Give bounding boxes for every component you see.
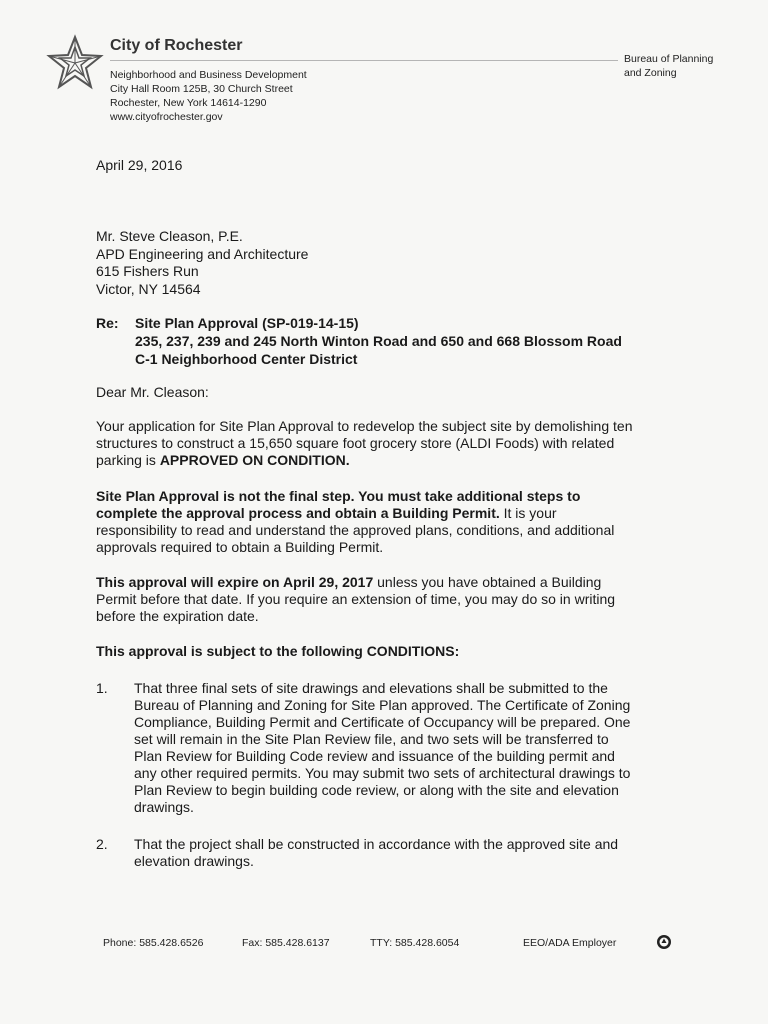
subject-line: Site Plan Approval (SP-019-14-15) [135, 315, 359, 331]
condition-number: 2. [96, 836, 108, 852]
condition-line: elevation drawings. [134, 853, 254, 869]
condition-line: That the project shall be constructed in accordance with the approved site and [134, 836, 619, 852]
recipient-line: APD Engineering and Architecture [96, 245, 309, 262]
recipient-line: 615 Fishers Run [96, 263, 199, 279]
paragraph-line: structures to construct a 15,650 square foot grocery store (ALDI Foods) with related [96, 435, 615, 451]
text-run-bold: complete the approval process and obtain a Building Permit. [96, 505, 500, 521]
paragraph-line: before the expiration date. [96, 608, 259, 624]
address-line: Rochester, New York 14614-1290 [110, 97, 267, 109]
condition-line: any other required permits. You may submit two sets of architectural drawings to [134, 765, 631, 781]
recycle-seal-icon [656, 934, 672, 950]
recipient-line: Mr. Steve Cleason, P.E. [96, 228, 243, 244]
text-run: unless you have obtained a Building [373, 574, 602, 590]
bureau-line: and Zoning [624, 67, 677, 79]
condition-line: That three final sets of site drawings and elevations shall be submitted to the [134, 680, 608, 696]
city-seal-star-icon [46, 34, 104, 92]
footer-tty: TTY: 585.428.6054 [370, 937, 460, 949]
paragraph-line: Site Plan Approval is not the final step. You must take additional steps to [96, 488, 581, 504]
address-line: City Hall Room 125B, 30 Church Street [110, 83, 293, 95]
paragraph-line: Your application for Site Plan Approval to redevelop the subject site by demolishing ten [96, 418, 633, 434]
subject-label: Re: [96, 315, 119, 331]
bureau-line: Bureau of Planning [624, 53, 714, 65]
address-line: Neighborhood and Business Development [110, 69, 307, 81]
footer-fax: Fax: 585.428.6137 [242, 937, 330, 949]
condition-line: drawings. [134, 799, 194, 815]
paragraph-line [96, 452, 696, 469]
footer-eeo: EEO/ADA Employer [523, 937, 617, 949]
bureau-name [624, 52, 713, 80]
conditions-heading: This approval is subject to the following CONDITIONS: [96, 643, 460, 659]
paragraph-line: responsibility to read and understand the approved plans, conditions, and additional [96, 522, 615, 538]
condition-line: Plan Review for Building Code review and issuance of the building permit and [134, 748, 615, 764]
condition-line: set will remain in the Site Plan Review file, and two sets will be transferred to [134, 731, 609, 747]
subject-line: 235, 237, 239 and 245 North Winton Road and 650 and 668 Blossom Road [135, 333, 622, 349]
text-run: parking is [96, 452, 160, 468]
recipient-address [96, 228, 308, 298]
header-rule [110, 60, 618, 61]
expiration-paragraph [96, 574, 696, 625]
condition-line: Compliance, Building Permit and Certificate of Occupancy will be prepared. One [134, 714, 631, 730]
recipient-line: Victor, NY 14564 [96, 280, 201, 297]
approval-status: APPROVED ON CONDITION. [159, 452, 350, 468]
salutation: Dear Mr. Cleason: [96, 384, 209, 400]
org-name: City of Rochester [110, 37, 243, 54]
condition-line: Bureau of Planning and Zoning for Site Plan approved. The Certificate of Zoning [134, 697, 631, 713]
letter-date: April 29, 2016 [96, 157, 183, 173]
footer-phone: Phone: 585.428.6526 [103, 937, 204, 949]
condition-number: 1. [96, 680, 108, 696]
paragraph-line: Permit before that date. If you require an extension of time, you may do so in writing [96, 591, 616, 607]
next-steps-paragraph [96, 488, 696, 556]
paragraph-line: approvals required to obtain a Building Permit. [96, 539, 384, 555]
text-run: It is your [499, 505, 557, 521]
subject-line: C-1 Neighborhood Center District [135, 351, 358, 367]
condition-line: Plan Review to begin building code review, or along with the site and elevation [134, 782, 619, 798]
expiration-date-text: This approval will expire on April 29, 2017 [96, 574, 374, 590]
paragraph-line [96, 574, 696, 591]
letterhead-address [110, 68, 307, 124]
paragraph-line [96, 505, 696, 522]
website-link[interactable]: www.cityofrochester.gov [110, 111, 223, 123]
approval-paragraph [96, 418, 696, 469]
